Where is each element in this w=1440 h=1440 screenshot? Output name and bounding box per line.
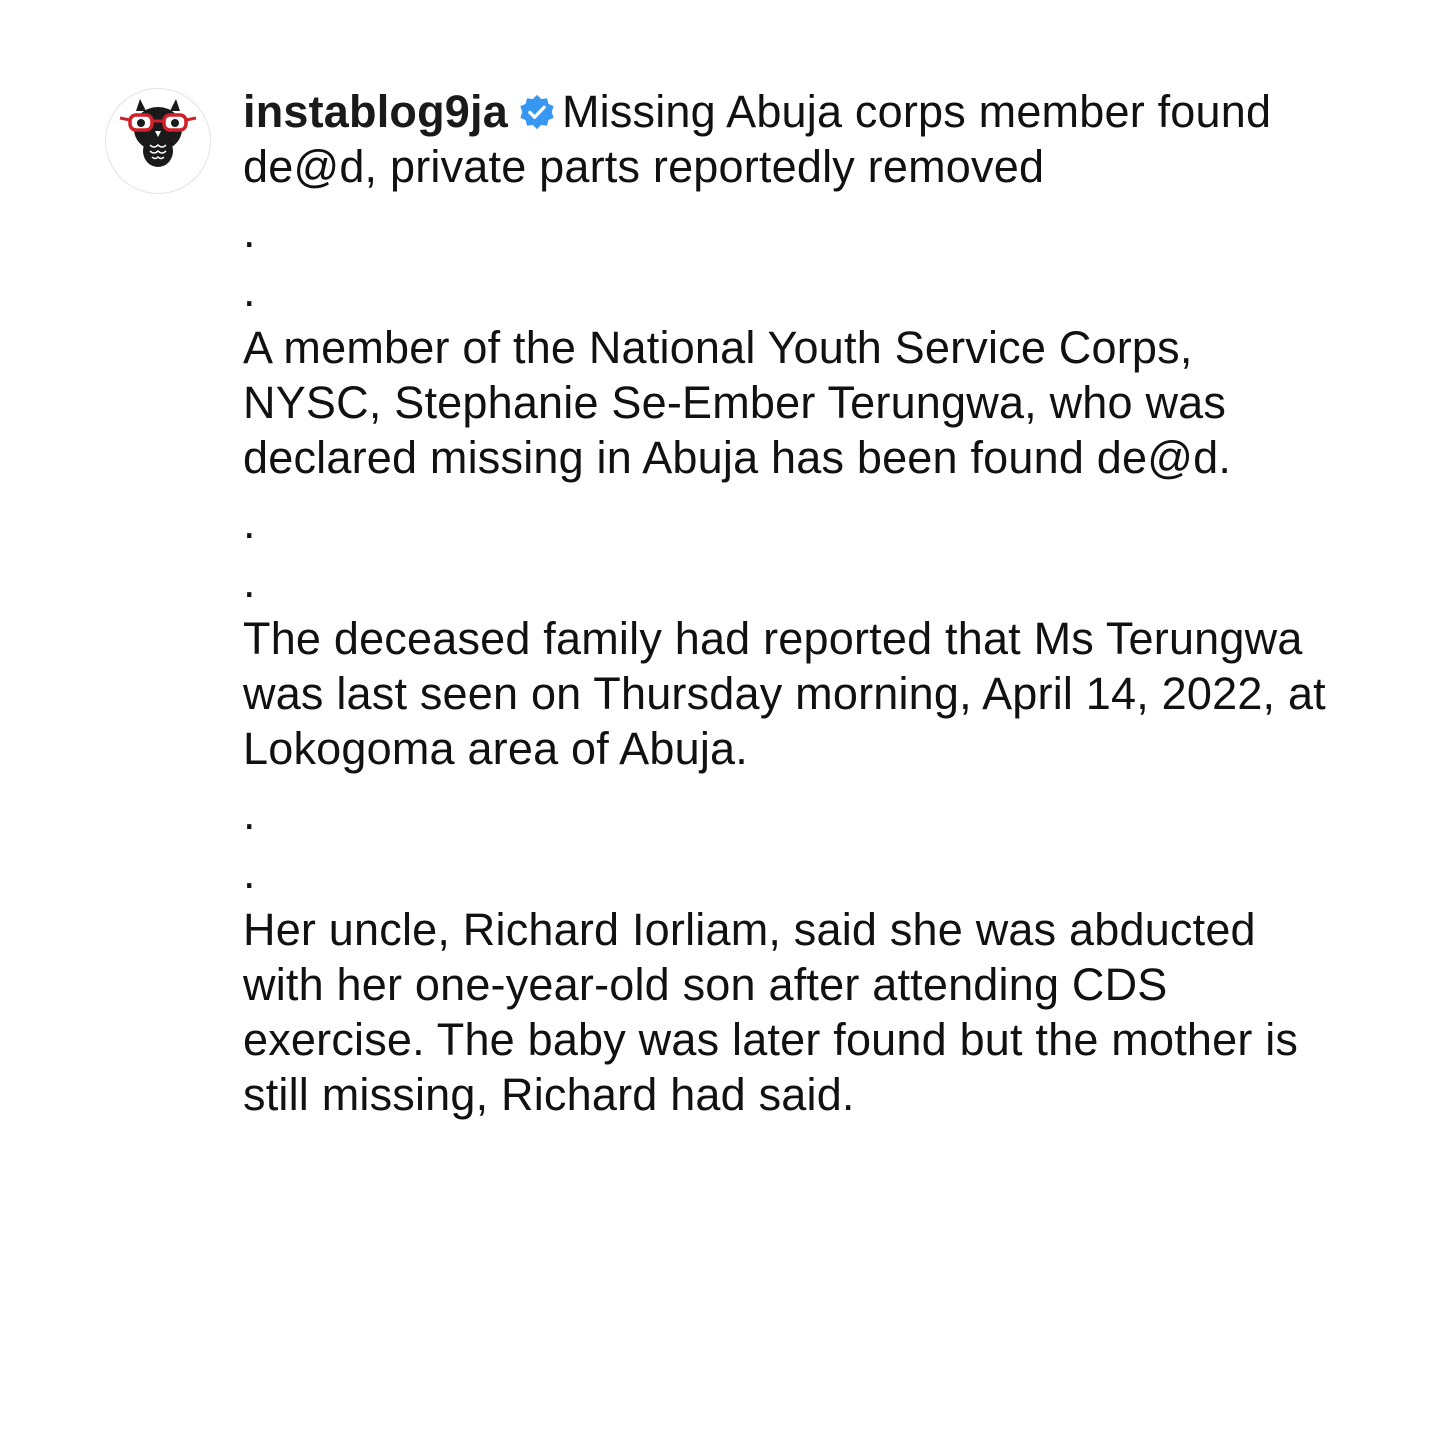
caption-separator-dot: . — [243, 497, 256, 548]
caption-separator-dot: . — [243, 556, 256, 607]
caption-paragraph-2: The deceased family had reported that Ms Terungwa was last seen on Thursday morning, April 14, 2022, at Lokogoma area of Abuja. — [243, 613, 1326, 774]
caption-separator-dot: . — [243, 206, 256, 257]
caption-paragraph-3: Her uncle, Richard Iorliam, said she was abducted with her one-year-old son after attending CDS exercise. The baby was later found but the mother is still missing, Richard had said. — [243, 904, 1299, 1120]
caption-headline-row — [243, 84, 1343, 194]
post-caption — [243, 84, 1343, 1122]
caption-separator-dot: . — [243, 847, 256, 898]
caption-separator-dot: . — [243, 265, 256, 316]
owl-with-red-glasses-logo-icon — [106, 89, 210, 193]
caption-paragraph-1: A member of the National Youth Service Corps, NYSC, Stephanie Se-Ember Terungwa, who was declared missing in Abuja has been found de@d. — [243, 322, 1232, 483]
caption-separator-dot: . — [243, 788, 256, 839]
profile-avatar[interactable] — [105, 88, 211, 194]
caption-headline: Missing Abuja corps member found de@d, private parts reportedly removed — [243, 86, 1272, 192]
verified-badge-icon — [518, 93, 556, 131]
username-link[interactable]: instablog9ja — [243, 86, 508, 137]
